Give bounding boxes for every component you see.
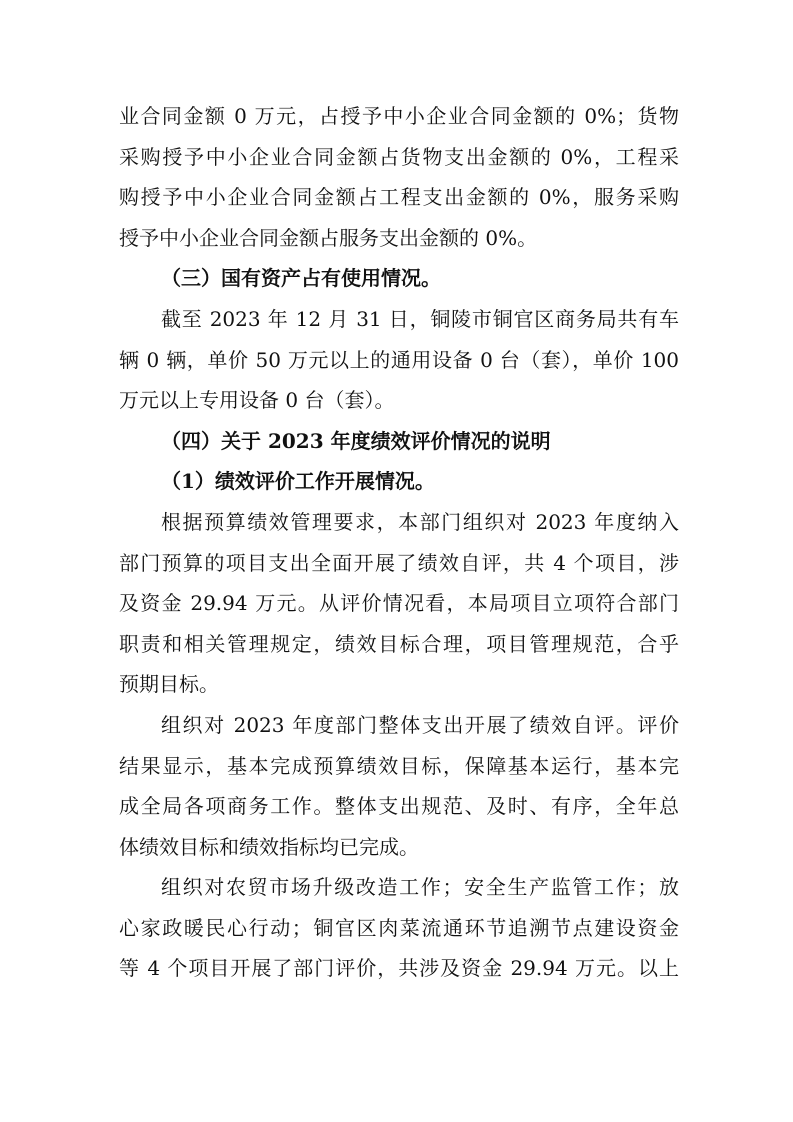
paragraph-line: 等 4 个项目开展了部门评价，共涉及资金 29.94 万元。以上 — [119, 956, 679, 981]
paragraph-line: 授予中小企业合同金额占服务支出金额的 0%。 — [119, 225, 538, 250]
document-body — [119, 96, 679, 989]
paragraph-line: 成全局各项商务工作。整体支出规范、及时、有序，全年总 — [119, 794, 679, 819]
paragraph-line: 心家政暖民心行动；铜官区肉菜流通环节追溯节点建设资金 — [119, 915, 679, 940]
paragraph-line: 组织对 2023 年度部门整体支出开展了绩效自评。评价 — [161, 712, 679, 737]
paragraph-line: 采购授予中小企业合同金额占货物支出金额的 0%，工程采 — [119, 144, 679, 169]
paragraph-line: 业合同金额 0 万元，占授予中小企业合同金额的 0%；货物 — [119, 104, 679, 128]
paragraph-line: 体绩效目标和绩效指标均已完成。 — [119, 834, 419, 859]
paragraph-line: 职责和相关管理规定，绩效目标合理，项目管理规范，合乎 — [119, 631, 679, 656]
paragraph-line: 辆 0 辆，单价 50 万元以上的通用设备 0 台（套），单价 100 — [119, 347, 679, 372]
paragraph-line: 及资金 29.94 万元。从评价情况看，本局项目立项符合部门 — [119, 591, 679, 616]
subsection-heading: （1）绩效评价工作开展情况。 — [161, 469, 435, 494]
paragraph-line: 购授予中小企业合同金额占工程支出金额的 0%，服务采购 — [119, 185, 679, 210]
paragraph-line: 组织对农贸市场升级改造工作；安全生产监管工作；放 — [161, 875, 679, 900]
paragraph-line: 结果显示，基本完成预算绩效目标，保障基本运行，基本完 — [119, 753, 679, 778]
section-heading: （四）关于 2023 年度绩效评价情况的说明 — [161, 428, 551, 453]
paragraph-line: 截至 2023 年 12 月 31 日，铜陵市铜官区商务局共有车 — [161, 306, 679, 331]
paragraph-line: 预期目标。 — [119, 672, 219, 697]
section-heading: （三）国有资产占有使用情况。 — [161, 266, 441, 291]
paragraph-line: 万元以上专用设备 0 台（套）。 — [119, 388, 395, 413]
paragraph-line: 根据预算绩效管理要求，本部门组织对 2023 年度纳入 — [161, 509, 679, 534]
paragraph-line: 部门预算的项目支出全面开展了绩效自评，共 4 个项目，涉 — [119, 550, 679, 575]
